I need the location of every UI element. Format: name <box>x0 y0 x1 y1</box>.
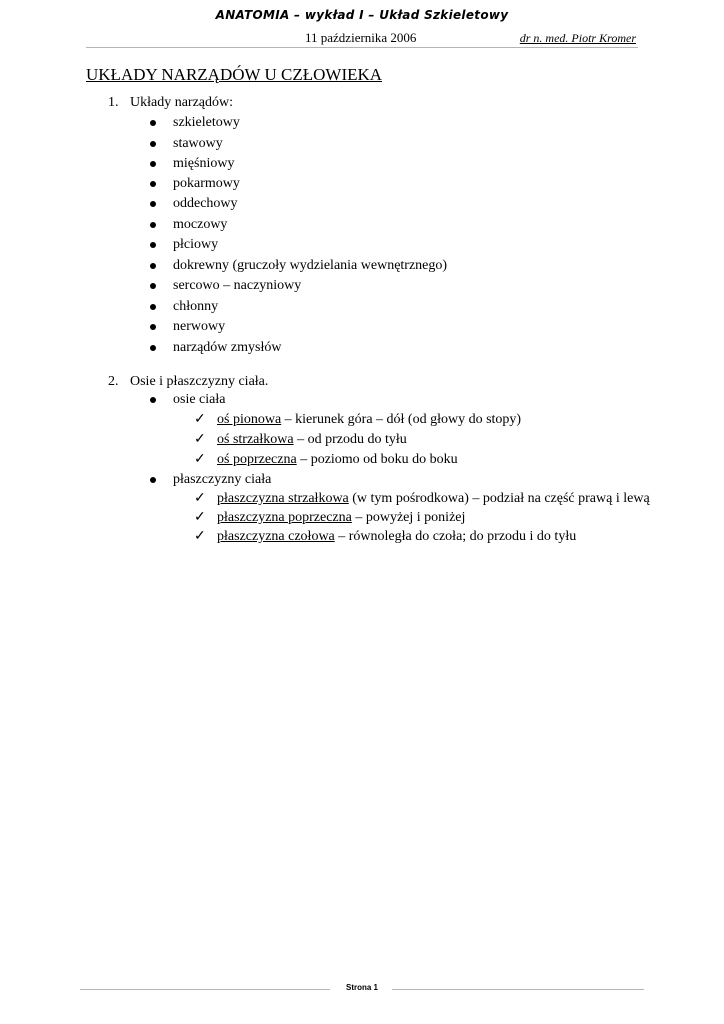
checkmark-icon: ✓ <box>194 510 206 525</box>
section-title: UKŁADY NARZĄDÓW U CZŁOWIEKA <box>86 65 383 84</box>
bullet-icon <box>150 141 156 147</box>
plane-term: płaszczyzna czołowa <box>217 529 335 544</box>
checkmark-icon: ✓ <box>194 432 206 447</box>
list-item: płciowy <box>173 237 219 252</box>
bullet-icon <box>150 304 156 310</box>
axis-desc: – kierunek góra – dół (od głowy do stopy) <box>281 412 522 427</box>
axis-desc: – od przodu do tyłu <box>293 432 407 447</box>
list-item: chłonny <box>173 299 219 314</box>
list-item: narządów zmysłów <box>173 340 282 355</box>
bullet-icon <box>150 324 156 330</box>
document-author: dr n. med. Piotr Kromer <box>519 31 636 45</box>
document-header-title: ANATOMIA – wykład I – Układ Szkieletowy <box>215 8 509 22</box>
checkmark-icon: ✓ <box>194 491 206 506</box>
bullet-icon <box>150 397 156 403</box>
axis-term: oś pionowa <box>217 412 282 427</box>
bullet-icon <box>150 242 156 248</box>
axis-desc: – poziomo od boku do boku <box>296 452 458 467</box>
list-item: mięśniowy <box>173 156 235 171</box>
list2-number: 2. <box>108 374 119 389</box>
checkmark-icon: ✓ <box>194 412 206 427</box>
list1-heading-text: Układy narządów: <box>130 95 234 110</box>
checkmark-icon: ✓ <box>194 529 206 544</box>
list-item: nerwowy <box>173 319 226 334</box>
list-item: stawowy <box>173 136 223 151</box>
list1-heading <box>108 94 233 112</box>
list-item: oddechowy <box>173 196 238 211</box>
bullet-icon <box>150 161 156 167</box>
bullet-icon <box>150 181 156 187</box>
bullet-icon <box>150 263 156 269</box>
bullet-icon <box>150 345 156 351</box>
plane-item <box>217 528 576 546</box>
bullet-icon <box>150 283 156 289</box>
list-item: szkieletowy <box>173 115 240 130</box>
bullet-icon <box>150 120 156 126</box>
plane-desc: (w tym pośrodkowa) – podział na część prawą i lewą <box>348 491 650 506</box>
axis-term: oś strzałkowa <box>217 432 294 447</box>
list1-number: 1. <box>108 95 119 110</box>
planes-label: płaszczyzny ciała <box>173 472 272 487</box>
list2-heading <box>108 373 268 391</box>
plane-item <box>217 509 465 527</box>
bullet-icon <box>150 201 156 207</box>
axis-item <box>217 411 521 429</box>
bullet-icon <box>150 477 156 483</box>
plane-desc: – równoległa do czoła; do przodu i do tyłu <box>334 529 577 544</box>
list2-heading-text: Osie i płaszczyzny ciała. <box>130 374 269 389</box>
bullet-icon <box>150 222 156 228</box>
plane-desc: – powyżej i poniżej <box>351 510 466 525</box>
axis-term: oś poprzeczna <box>217 452 297 467</box>
document-date: 11 października 2006 <box>305 30 417 45</box>
axis-item <box>217 451 458 469</box>
axis-item <box>217 431 407 449</box>
plane-term: płaszczyzna poprzeczna <box>217 510 352 525</box>
list-item: dokrewny (gruczoły wydzielania wewnętrznego) <box>173 258 448 273</box>
list-item: sercowo – naczyniowy <box>173 278 302 293</box>
header-divider <box>86 47 638 48</box>
checkmark-icon: ✓ <box>194 452 206 467</box>
axes-label: osie ciała <box>173 392 226 407</box>
plane-term: płaszczyzna strzałkowa <box>217 491 349 506</box>
plane-item <box>217 490 650 508</box>
page-number: Strona 1 <box>345 983 378 992</box>
list-item: moczowy <box>173 217 228 232</box>
list-item: pokarmowy <box>173 176 240 191</box>
